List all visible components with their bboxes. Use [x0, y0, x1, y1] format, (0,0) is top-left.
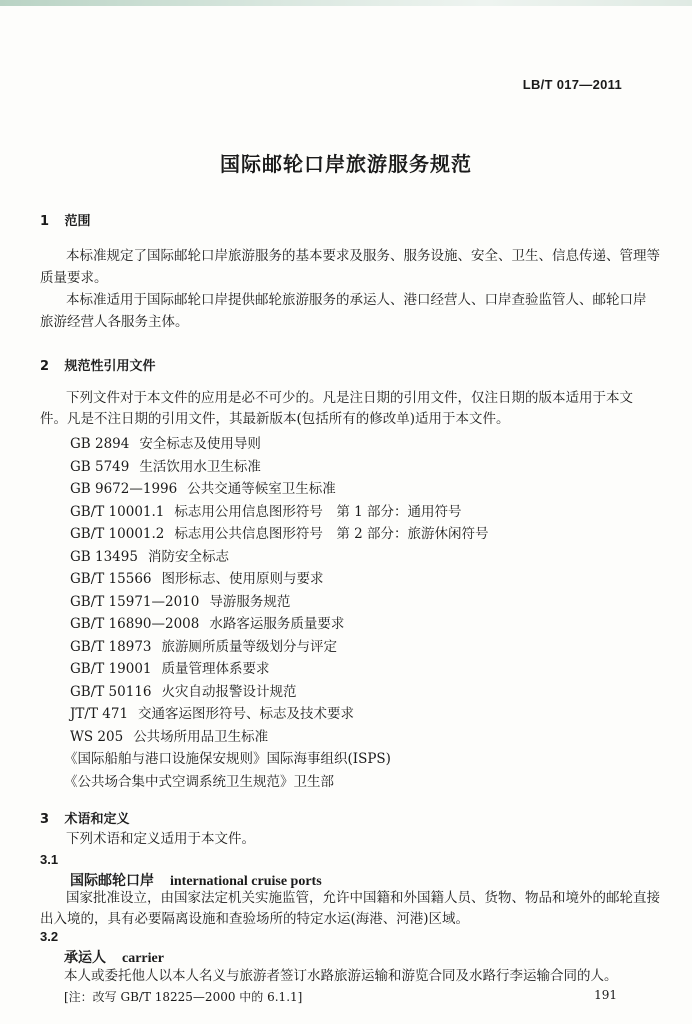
section-number: 3	[40, 812, 50, 827]
section-title: 术语和定义	[64, 812, 130, 827]
reference-code: GB/T 10001.2	[70, 526, 165, 542]
term-english: international cruise ports	[170, 874, 322, 889]
reference-item	[64, 747, 391, 767]
term-chinese: 国际邮轮口岸	[70, 873, 154, 889]
paragraph-line: 件。凡是不注日期的引用文件，其最新版本(包括所有的修改单)适用于本文件。	[40, 411, 510, 427]
clause-number: 3.2	[40, 929, 59, 944]
reference-item	[70, 657, 270, 677]
paragraph-line: 本标准规定了国际邮轮口岸旅游服务的基本要求及服务、服务设施、安全、卫生、信息传递、管理等	[66, 248, 660, 264]
section-number: 1	[40, 214, 50, 229]
reference-code: GB/T 19001	[70, 661, 152, 677]
reference-title: 火灾自动报警设计规范	[161, 684, 297, 700]
section-3-heading	[40, 808, 130, 827]
reference-title: 《公共场合集中式空调系统卫生规范》卫生部	[64, 774, 334, 790]
reference-item	[70, 590, 290, 610]
reference-code: WS 205	[70, 729, 124, 745]
reference-item	[70, 455, 261, 475]
clause-number: 3.1	[40, 852, 59, 867]
section-title: 范围	[64, 214, 91, 229]
reference-item	[70, 477, 336, 497]
reference-item	[70, 545, 229, 565]
paragraph-line: 质量要求。	[40, 270, 108, 286]
reference-code: GB/T 18973	[70, 639, 152, 655]
reference-code: GB 9672—1996	[70, 481, 178, 497]
reference-item	[64, 770, 334, 790]
term-entry	[64, 947, 164, 967]
reference-item	[70, 522, 489, 542]
reference-item	[70, 567, 324, 587]
reference-title: 标志用公共信息图形符号 第 2 部分：旅游休闲符号	[174, 526, 489, 542]
paragraph-line: 下列文件对于本文件的应用是必不可少的。凡是注日期的引用文件，仅注日期的版本适用于本文	[66, 390, 633, 406]
reference-title: 标志用公用信息图形符号 第 1 部分：通用符号	[174, 504, 462, 520]
reference-title: 消防安全标志	[147, 549, 229, 565]
section-title: 规范性引用文件	[64, 359, 156, 374]
term-chinese: 承运人	[64, 950, 106, 966]
reference-code: GB/T 50116	[70, 684, 152, 700]
term-entry	[70, 870, 322, 890]
reference-title: 《国际船舶与港口设施保安规则》国际海事组织(ISPS)	[64, 751, 391, 767]
definition-line: 本人或委托他人以本人名义与旅游者签订水路旅游运输和游览合同及水路行李运输合同的人。	[64, 968, 618, 984]
paragraph-line: 旅游经营人各服务主体。	[40, 314, 189, 330]
term-english: carrier	[122, 951, 164, 966]
reference-title: 公共交通等候室卫生标准	[187, 481, 336, 497]
paragraph-line: 本标准适用于国际邮轮口岸提供邮轮旅游服务的承运人、港口经营人、口岸查验监管人、邮轮口岸	[66, 292, 647, 308]
definition-line: 国家批准设立，由国家法定机关实施监管，允许中国籍和外国籍人员、货物、物品和境外的邮轮直接	[66, 890, 660, 906]
reference-title: 生活饮用水卫生标准	[139, 459, 261, 475]
reference-title: 质量管理体系要求	[161, 661, 270, 677]
reference-title: 水路客运服务质量要求	[209, 616, 345, 632]
reference-item	[70, 725, 268, 745]
document-title: 国际邮轮口岸旅游服务规范	[220, 152, 472, 176]
paragraph-line: 下列术语和定义适用于本文件。	[66, 831, 255, 847]
reference-code: GB 5749	[70, 459, 130, 475]
reference-item	[70, 702, 354, 722]
section-2-heading	[40, 355, 156, 374]
reference-code: GB 2894	[70, 436, 130, 452]
reference-item	[70, 432, 261, 452]
standard-code: LB/T 017—2011	[522, 77, 622, 92]
reference-code: GB/T 10001.1	[70, 504, 165, 520]
definition-line: 出入境的，具有必要隔离设施和查验场所的特定水运(海港、河港)区域。	[40, 911, 470, 927]
page-number: 191	[594, 988, 617, 1002]
reference-title: 图形标志、使用原则与要求	[161, 571, 324, 587]
reference-title: 导游服务规范	[209, 594, 291, 610]
reference-code: GB/T 16890—2008	[70, 616, 200, 632]
reference-code: GB 13495	[70, 549, 138, 565]
reference-item	[70, 680, 297, 700]
reference-item	[70, 635, 337, 655]
reference-title: 安全标志及使用导则	[139, 436, 261, 452]
reference-title: 交通客运图形符号、标志及技术要求	[138, 706, 355, 722]
reference-code: JT/T 471	[70, 706, 129, 722]
section-1-heading	[40, 210, 91, 229]
section-number: 2	[40, 359, 50, 374]
reference-title: 旅游厕所质量等级划分与评定	[161, 639, 337, 655]
reference-title: 公共场所用品卫生标准	[133, 729, 269, 745]
reference-code: GB/T 15971—2010	[70, 594, 200, 610]
term-note: [注：改写 GB/T 18225—2000 中的 6.1.1]	[64, 990, 303, 1004]
reference-code: GB/T 15566	[70, 571, 152, 587]
scan-top-edge	[0, 0, 692, 6]
reference-item	[70, 500, 462, 520]
reference-item	[70, 612, 344, 632]
